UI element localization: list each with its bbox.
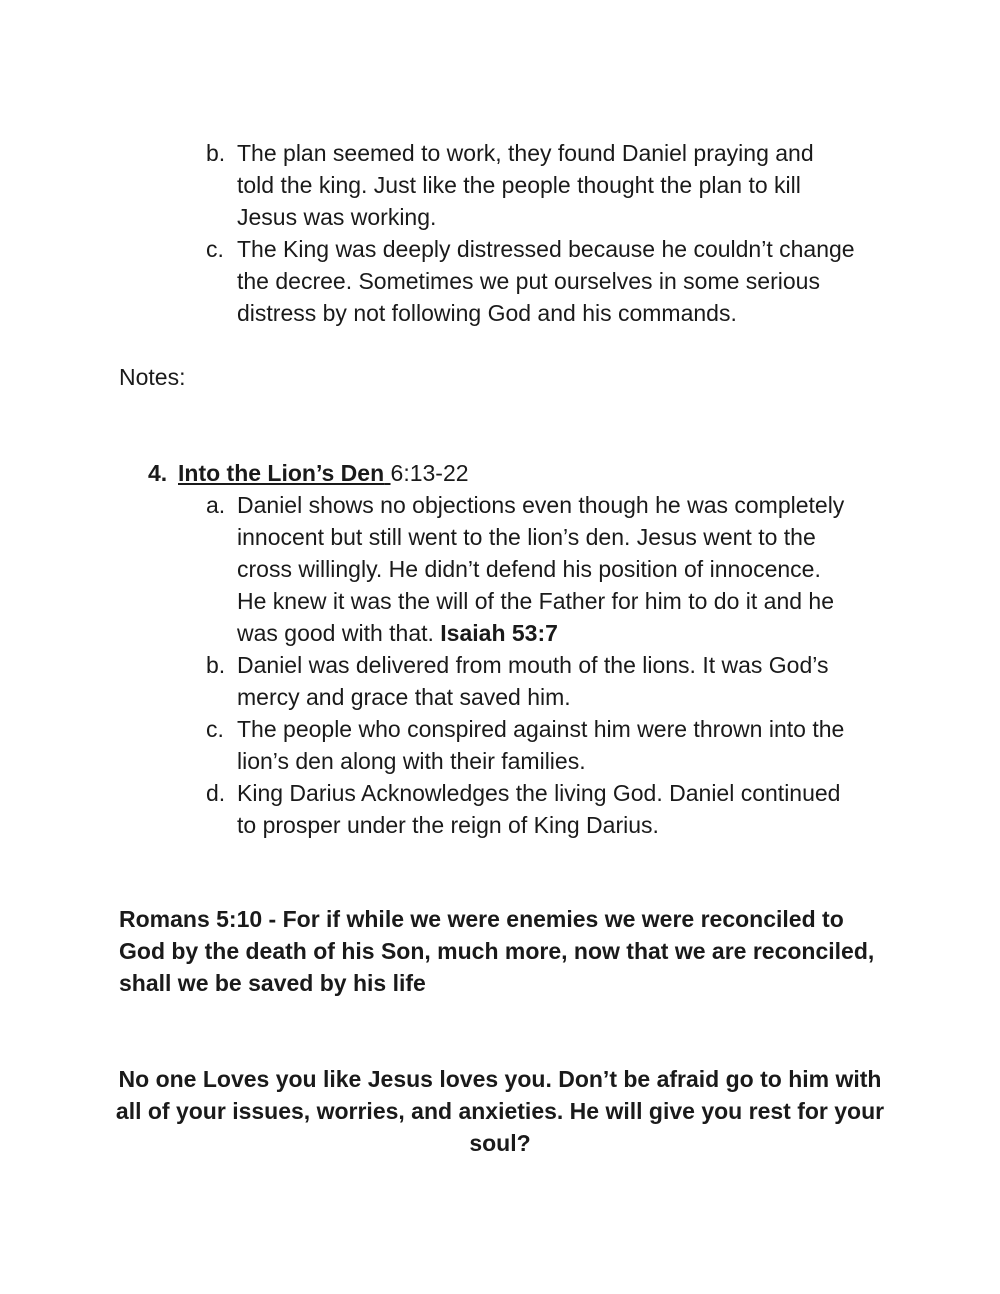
- romans-line-2: God by the death of his Son, much more, now that we are reconciled,: [119, 938, 875, 964]
- item-b2-line-1: Daniel was delivered from mouth of the lions. It was God’s: [237, 652, 829, 678]
- item-a-line-2: innocent but still went to the lion’s den. Jesus went to the: [237, 524, 816, 550]
- list-marker-c: c.: [206, 236, 224, 262]
- notes-label: Notes:: [119, 364, 186, 390]
- item-b2-line-2: mercy and grace that saved him.: [237, 684, 571, 710]
- closing-line-1: No one Loves you like Jesus loves you. Don’t be afraid go to him with: [118, 1066, 882, 1092]
- list-marker-c2: c.: [206, 716, 224, 742]
- section-title: Into the Lion’s Den: [178, 460, 385, 486]
- item-c2-line-2: lion’s den along with their families.: [237, 748, 586, 774]
- item-c-line-1: The King was deeply distressed because he couldn’t change: [237, 236, 855, 262]
- item-a-line-5-text: was good with that.: [237, 620, 434, 646]
- scripture-ref-isaiah: Isaiah 53:7: [440, 620, 558, 646]
- item-c2-line-1: The people who conspired against him were thrown into the: [237, 716, 845, 742]
- list-marker-b2: b.: [206, 652, 226, 678]
- closing-line-2: all of your issues, worries, and anxieties. He will give you rest for your: [115, 1098, 885, 1124]
- item-b-line-1: The plan seemed to work, they found Daniel praying and: [237, 140, 814, 166]
- romans-line-1: Romans 5:10 - For if while we were enemies we were reconciled to: [119, 906, 844, 932]
- item-a-line-5: [237, 617, 558, 649]
- item-c-line-3: distress by not following God and his commands.: [237, 300, 737, 326]
- closing-line-3: soul?: [469, 1130, 531, 1156]
- item-d-line-2: to prosper under the reign of King Darius.: [237, 812, 659, 838]
- item-a-line-1: Daniel shows no objections even though he was completely: [237, 492, 845, 518]
- item-a-line-4: He knew it was the will of the Father for him to do it and he: [237, 588, 835, 614]
- item-d-line-1: King Darius Acknowledges the living God. Daniel continued: [237, 780, 841, 806]
- item-b-line-3: Jesus was working.: [237, 204, 437, 230]
- section-reference: 6:13-22: [390, 460, 469, 486]
- item-b-line-2: told the king. Just like the people thought the plan to kill: [237, 172, 801, 198]
- list-marker-d: d.: [206, 780, 226, 806]
- item-c-line-2: the decree. Sometimes we put ourselves in some serious: [237, 268, 820, 294]
- item-a-line-3: cross willingly. He didn’t defend his position of innocence.: [237, 556, 821, 582]
- romans-line-3: shall we be saved by his life: [119, 970, 426, 996]
- section-heading: [178, 457, 469, 489]
- list-marker-b: b.: [206, 140, 226, 166]
- section-number: 4.: [148, 460, 168, 486]
- list-marker-a: a.: [206, 492, 226, 518]
